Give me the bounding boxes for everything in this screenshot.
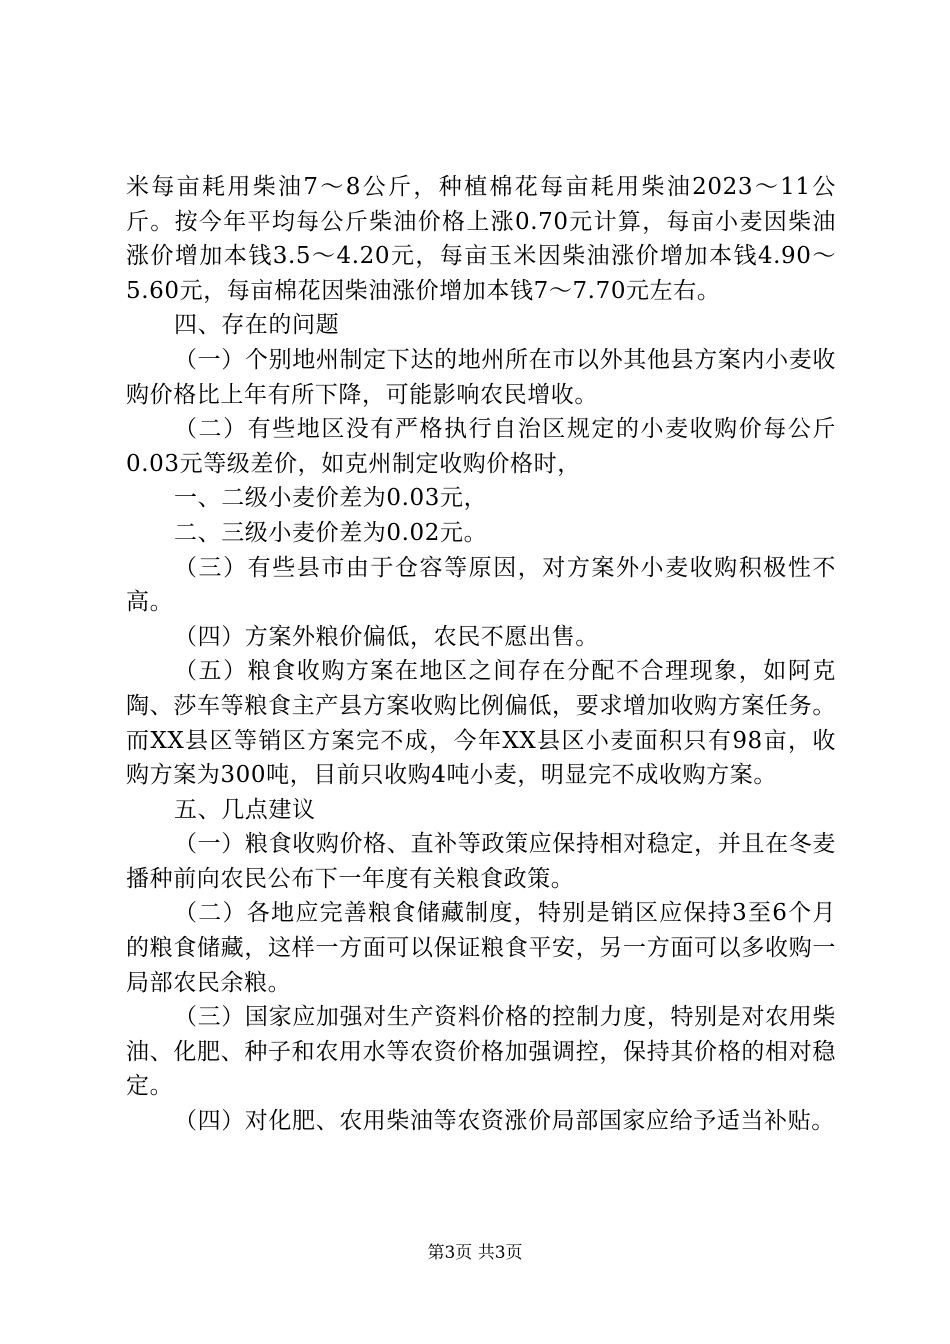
paragraph-problem-3: （三）有些县市由于仓容等原因，对方案外小麦收购积极性不高。	[126, 554, 836, 616]
document-body	[126, 170, 836, 1139]
paragraph-suggestion-1: （一）粮食收购价格、直补等政策应保持相对稳定，并且在冬麦播种前向农民公布下一年度有关粮食政策。	[126, 831, 836, 892]
paragraph-suggestion-4: （四）对化肥、农用柴油等农资涨价局部国家应给予适当补贴。	[174, 1108, 835, 1135]
paragraph-problem-5: （五）粮食收购方案在地区之间存在分配不合理现象，如阿克陶、莎车等粮食主产县方案收购比例偏低，要求增加收购方案任务。而XX县区等销区方案完不成，今年XX县区小麦面积只有98亩，收购方案为300吨，目前只收购4吨小麦，明显完不成收购方案。	[126, 658, 836, 789]
paragraph-suggestion-2: （二）各地应完善粮食储藏制度，特别是销区应保持3至6个月的粮食储藏，这样一方面可以保证粮食平安，另一方面可以多收购一局部农民余粮。	[126, 900, 836, 996]
paragraph-grade-diff-2: 二、三级小麦价差为0.02元。	[174, 519, 488, 546]
paragraph-problem-1: （一）个别地州制定下达的地州所在市以外其他县方案内小麦收购价格比上年有所下降，可能影响农民增收。	[126, 346, 836, 408]
paragraph-problem-4: （四）方案外粮价偏低，农民不愿出售。	[174, 623, 599, 650]
paragraph-grade-diff-1: 一、二级小麦价差为0.03元，	[174, 485, 488, 512]
paragraph-fuel-cost: 米每亩耗用柴油7～8公斤，种植棉花每亩耗用柴油2023～11公斤。按今年平均每公斤柴油价格上涨0.70元计算，每亩小麦因柴油涨价增加本钱3.5～4.20元，每亩玉米因柴油涨价增加本钱4.90～5.60元，每亩棉花因柴油涨价增加本钱7～7.70元左右。	[126, 174, 836, 304]
paragraph-suggestion-3: （三）国家应加强对生产资料价格的控制力度，特别是对农用柴油、化肥、种子和农用水等农资价格加强调控，保持其价格的相对稳定。	[126, 1004, 836, 1100]
section-heading-suggestions: 五、几点建议	[174, 796, 316, 823]
paragraph-problem-2: （二）有些地区没有严格执行自治区规定的小麦收购价每公斤0.03元等级差价，如克州制定收购价格时，	[126, 416, 836, 477]
page-number-footer: 第3页 共3页	[427, 1243, 523, 1263]
section-heading-problems: 四、存在的问题	[174, 312, 340, 339]
